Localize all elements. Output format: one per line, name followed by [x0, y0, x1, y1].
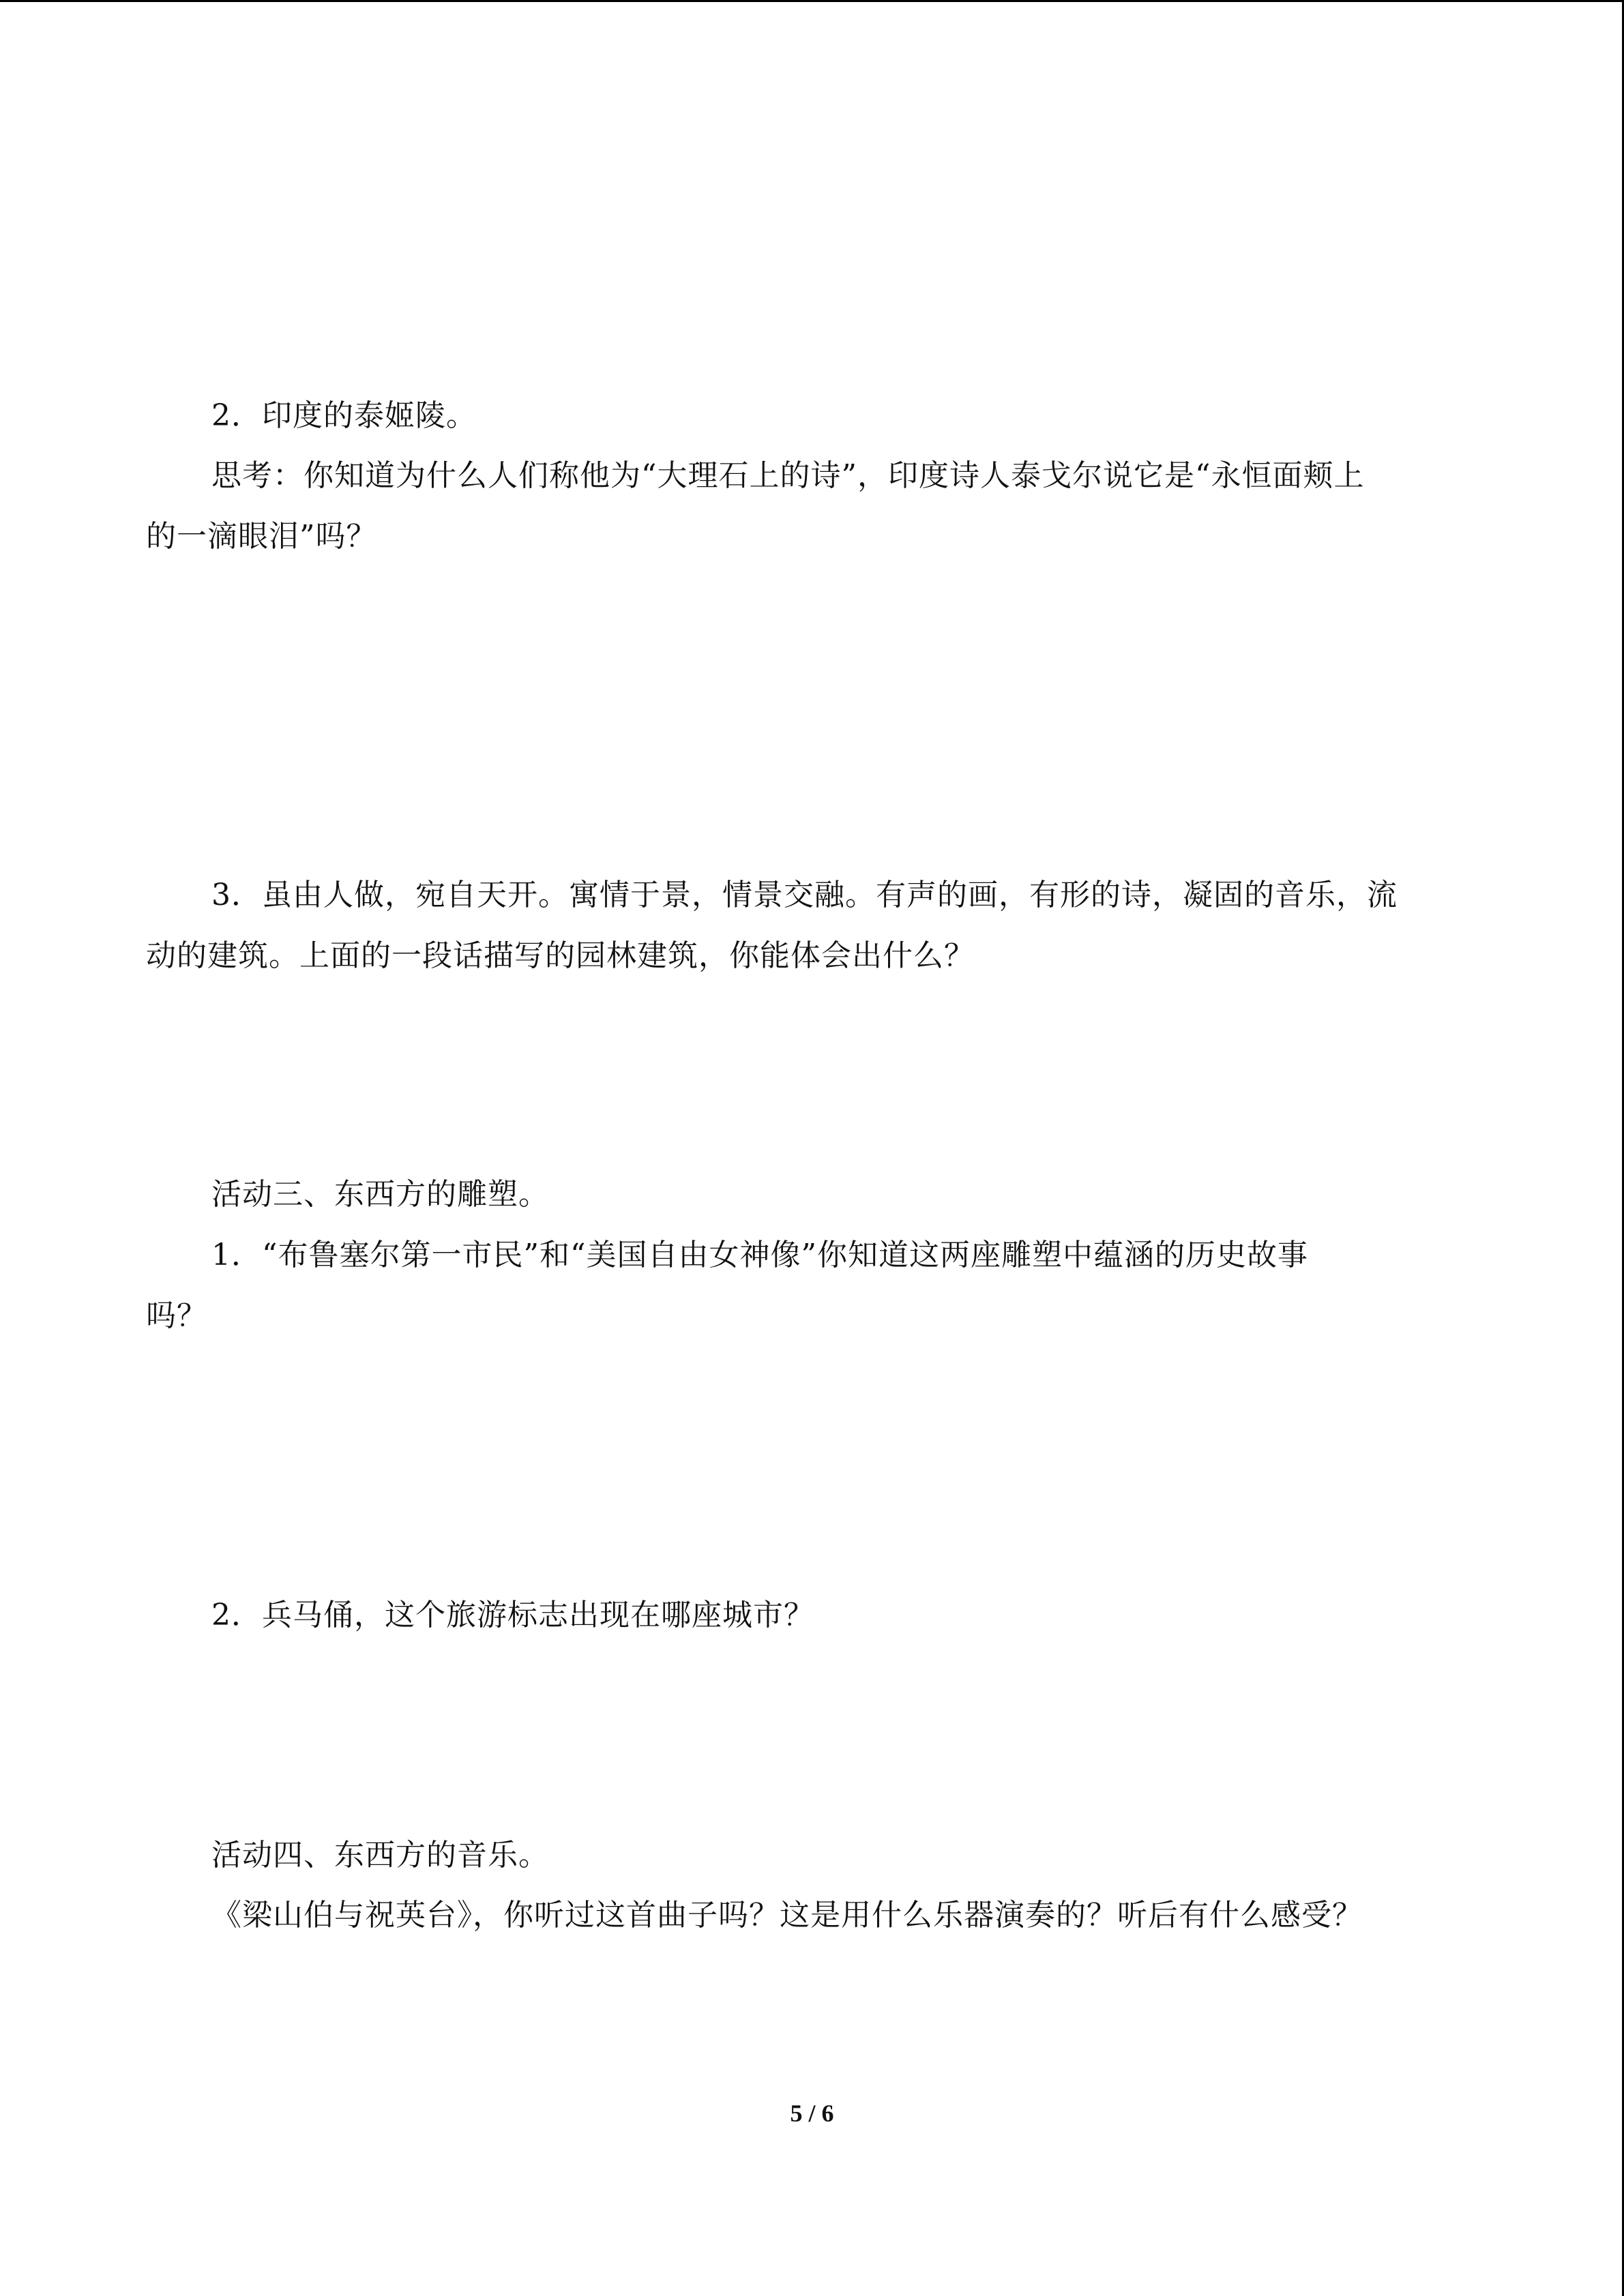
music-question: 《梁山伯与祝英台》，你听过这首曲子吗？这是用什么乐器演奏的？听后有什么感受？ [211, 1898, 1363, 1933]
activity-four-heading: 活动四、东西方的音乐。 [211, 1838, 549, 1873]
taj-mahal-question-line-1: 思考：你知道为什么人们称他为“大理石上的诗”，印度诗人泰戈尔说它是“永恒面颊上 [211, 458, 1365, 493]
taj-mahal-question-line-2: 的一滴眼泪”吗？ [146, 519, 377, 554]
garden-architecture-line-1: 3．虽由人做，宛自天开。寓情于景，情景交融。有声的画，有形的诗，凝固的音乐，流 [211, 878, 1398, 912]
page-border-top [0, 0, 1624, 2]
sculpture-question-1-line-2: 吗？ [146, 1298, 207, 1333]
sculpture-question-2: 2．兵马俑，这个旅游标志出现在哪座城市？ [211, 1598, 814, 1632]
activity-three-heading: 活动三、东西方的雕塑。 [211, 1177, 549, 1212]
sculpture-question-1-line-1: 1．“布鲁塞尔第一市民”和“美国自由女神像”你知道这两座雕塑中蕴涵的历史故事 [211, 1238, 1308, 1272]
page-number: 5 / 6 [790, 2100, 834, 2127]
garden-architecture-line-2: 动的建筑。上面的一段话描写的园林建筑，你能体会出什么？ [146, 938, 975, 973]
taj-mahal-heading: 2．印度的泰姬陵。 [211, 398, 477, 433]
